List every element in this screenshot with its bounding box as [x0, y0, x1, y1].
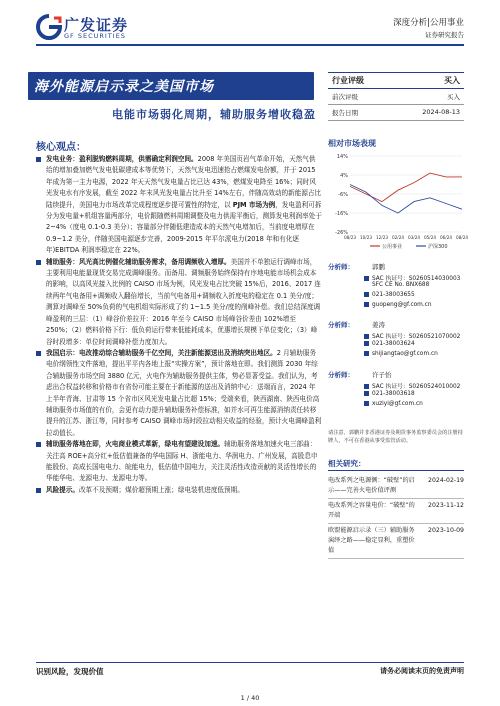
page-number: 1 / 40 [240, 694, 260, 702]
related-item-date: 2024-02-19 [428, 477, 464, 484]
paragraph-text: 辅助服务落地加速火电三部曲：关注高 ROE+高分红+低估值兼备的华电国际 H、浙能电力、华润电力、广州发展，高股息申能股份、高成长国电电力、皖能电力，低估值中国电力，关注灵活性改造贡献的灵活性增长的华能华电、龙源电力、龙源电力等。 [46, 440, 318, 483]
analyst-card [328, 320, 464, 364]
paragraph-lead: 辅助服务落地在即，火电商业模式革新，绿电有望建设加速。 [46, 440, 225, 449]
chart-xtick-label: 06/24 [439, 235, 453, 240]
paragraph-lead: 风险提示。 [46, 485, 79, 494]
report-category: 深度分析|公用事业 [393, 18, 464, 28]
analyst-sfc: SFC CE No. BNX688 [372, 282, 430, 288]
footer-slogan: 识别风险，发现价值 [36, 667, 104, 676]
rating-row-value: 买入 [447, 93, 460, 101]
paragraph-china [36, 348, 322, 439]
core-views-title: 核心观点： [36, 142, 86, 153]
analyst-email[interactable]: xuziyi@gf.com.cn [364, 401, 423, 407]
paragraph-generation [36, 154, 322, 257]
report-type: 证券研究报告 [425, 31, 464, 39]
analyst-card [328, 370, 464, 414]
related-item[interactable] [328, 499, 464, 524]
rating-row-label: 前次评级 [332, 93, 358, 101]
related-item-date: 2023-11-12 [428, 502, 464, 509]
chart-xtick-label: 08/23 [343, 235, 357, 240]
brand-name-en: GF SECURITIES [64, 32, 126, 40]
related-item[interactable] [328, 524, 464, 559]
report-subtitle: 电能市场弱化周期，辅助服务增收稳盈 [112, 108, 316, 121]
paragraph-text: 2 月辅助服务电价纲领性文件落地，提出平平内各地上报“实操方案”，预计落地在即。我们测算 2030 年综合辅助服务市场空间 3880 亿元，火电作为辅助服务提供主体，势必显著受益。我们认为，考虑出合权益转移和价格市有省份可能主要在于新能源的送出及消纳中心：送端而言，2024 年上半年青海、甘肃等 15 个省市区风光发电量占比超 15%；受端来看，陕西湖南、陕西电价高辅助服务市场值的有价，会更有动力提升辅助服务补偿标准，如并水可再生能源消纳责任转移提升的江苏、浙江等，同时参考 CAISO 调峰市场时段拉动相关收益的经验，预计火电调峰盈利拉动值长。 [46, 348, 322, 437]
rating-value: 买入 [444, 76, 460, 85]
analyst-cert: SAC 执证号：S0260514030003 [364, 273, 460, 282]
bullet-icon [36, 351, 41, 356]
email-icon [364, 302, 369, 307]
related-title: 相关研究： [328, 459, 366, 468]
analyst-phone: 021-38003655 [364, 292, 415, 298]
email-icon [364, 401, 369, 406]
bullet-icon [36, 157, 41, 162]
bullet-icon [36, 260, 41, 265]
chart-xtick-label: 02/24 [391, 235, 405, 240]
analyst-cert: SAC 执证号：S0260521070002 [364, 331, 460, 340]
analyst-label: 分析师： [328, 321, 354, 329]
related-item-title: 电改系列之容量电价：“破壁”的开端 [328, 502, 415, 519]
paragraph-lead: 发电业务：盈利脱钩燃料周期，供需确定利润空间。 [46, 155, 198, 163]
paragraph-text: ，发电盈利可拆分为发电量+机组容量两部分，电价跟随燃料周期调整及电力供需平衡后，测算发电利润率处于 2~4%（度电 0.1-0.3 美分）；容量部分伴随低建造成本的天然气电增加后，当前度电增厚在 0.9~1.2 美分，伴随美国电源逐步完善，2009-2015 年平尔派电力(2018 年和有化逐年)EBITDA 利润率稳定在 22%。 [46, 200, 322, 255]
chart-series-line [350, 185, 462, 214]
related-item[interactable] [328, 474, 464, 499]
bullet-icon [36, 488, 41, 493]
paragraph-lead: 辅助服务：风光高比例催化辅助服务需求，备用调频收入增厚。 [46, 257, 231, 266]
gf-logo-icon [36, 14, 62, 40]
phone-icon [364, 391, 369, 396]
related-list [328, 474, 464, 559]
chart-xtick-label: 12/23 [375, 235, 389, 240]
report-title: 海外能源启示录之美国市场 [34, 79, 214, 95]
chart-ytick-label: -6% [338, 192, 348, 198]
paragraph-bold: PJM 市场为例 [232, 200, 276, 209]
phone-icon [364, 341, 369, 346]
chart-series-line [350, 173, 462, 202]
related-item-date: 2023-10-09 [428, 527, 464, 534]
analyst-label: 分析师： [328, 263, 354, 271]
core-views-body [36, 154, 322, 496]
rating-header [328, 72, 464, 89]
footer-divider [36, 662, 464, 663]
analyst-name: 姜涛 [372, 321, 385, 329]
paragraph-text: 2008 年美国页岩气革命开始，天然气供给的增加叠加燃气发电低碳建成本等优势下，天然气发电迅速抢占燃煤发电份额，并于 2015 年成为第一主力电源，2022 年天天然气发电量占比已达 43%，燃煤发电降至 16%；同时风光发电水有序发展，截至 2022 年末风光发电量占比升至 14%左右，伴随高效动的新能源占比陆续提升，美国电力市场改革完成程度逐步提可置性的特定，以 [46, 155, 322, 209]
cert-icon [364, 334, 369, 339]
chart-legend-label: 公用事业 [382, 244, 403, 250]
related-item-title: 电改系列之电源侧：“破壁”的启示——完善火电价值评测 [328, 477, 415, 494]
header-divider [36, 44, 464, 46]
rating-row-value: 2024-08-13 [422, 108, 460, 116]
phone-icon [364, 292, 369, 297]
rating-row-label: 报告日期 [332, 109, 358, 117]
chart-xtick-label: 08/24 [455, 235, 469, 240]
paragraph-investment [36, 439, 322, 485]
footer-notice: 请务必阅读末页的免责声明 [380, 667, 464, 675]
performance-chart [330, 152, 469, 254]
chart-ytick-label: 14% [336, 154, 348, 160]
chart-xtick-label: 10/23 [359, 235, 373, 240]
analyst-name: 许子怡 [372, 371, 392, 379]
analyst-phone: 021-38003624 [364, 341, 415, 347]
brand-name: 广发证券 [64, 16, 129, 34]
bullet-icon [36, 442, 41, 447]
cert-icon [364, 276, 369, 281]
analyst-disclaimer: 请注意，郭鹏并非香港证券及期货事务监察委员会的注册持牌人，不可在香港从事受监管活动。 [328, 430, 463, 444]
paragraph-risk [36, 485, 322, 496]
analyst-card [328, 262, 464, 314]
analyst-label: 分析师： [328, 371, 354, 379]
analyst-email[interactable]: shijiangtao@gf.com.cn [364, 351, 438, 357]
related-divider [328, 470, 464, 471]
chart-xtick-label: 03/24 [407, 235, 421, 240]
chart-ytick-label: -16% [335, 211, 348, 217]
cert-icon [364, 384, 369, 389]
analyst-email[interactable]: guopeng@gf.com.cn [364, 302, 432, 308]
rating-row [328, 89, 464, 105]
paragraph-text: 美国并不单独运行调峰市场，主要利用电能量现货交易完成调峰服务。而备用、调频服务始终保持有序地电能市场机会成本的影响，以高风光接入比例的 CAISO 市场为例，风光发电占比突破 15%后，2016、2017 连续两年气电备用+调频收入翻倍增长，当前气电备用+调频收入折度电的稳定在 0.1 美分/度；测算对调峰至 50%负荷的气电机组实际形成了约 1~1.5 美分/度的削峰补偿。我们总结深度调峰盈利的三层：（1）峰谷价差拉开：2016 年至今 CAISO 市场峰谷价差由 102%增至 250%；（2）燃料价格下行：低负荷运行带来低能耗成本，优惠增长规模下单位变化；（3）峰谷时段增多：单位时间调峰补偿力度加大。 [46, 257, 321, 346]
chart-ytick-label: 4% [340, 173, 348, 179]
rating-label: 行业评级 [332, 76, 364, 85]
analyst-phone: 021-38003618 [364, 391, 415, 397]
related-item-title: 欧盟能源启示录（三）辅助服务演绎之路——稳定显利，重塑价值 [328, 527, 415, 554]
rating-box [328, 72, 464, 121]
performance-title: 相对市场表现 [328, 139, 376, 148]
rating-row [328, 105, 464, 121]
paragraph-text: 改革不及预期；煤价超预期上涨；绿电装机进度低预期。 [78, 485, 244, 494]
chart-xtick-label: 05/24 [423, 235, 437, 240]
analyst-cert: SAC 执证号：S0260524010002 [364, 381, 460, 390]
chart-legend-label: 沪深300 [428, 244, 448, 250]
analyst-name: 郭鹏 [372, 263, 385, 271]
email-icon [364, 351, 369, 356]
chart-ytick-label: -26% [335, 230, 348, 236]
paragraph-ancillary [36, 257, 322, 348]
paragraph-lead: 我国启示：电改推动综合辅助服务千亿空间，关注新能源送出及消纳突出地区。 [46, 348, 277, 357]
analyst-list [328, 262, 464, 420]
